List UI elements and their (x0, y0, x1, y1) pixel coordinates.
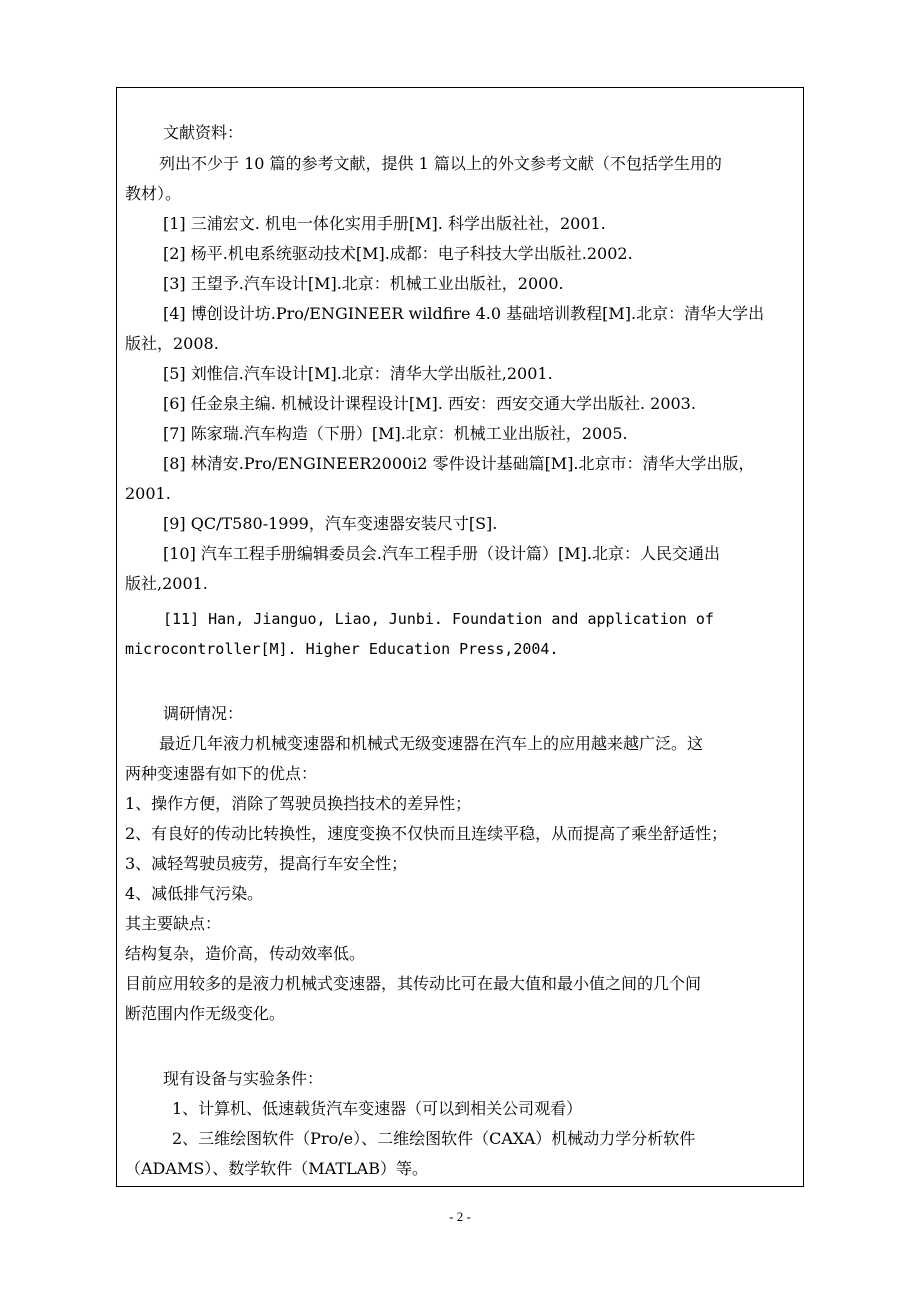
equipment-item: 1、计算机、低速载货汽车变速器（可以到相关公司观看） (172, 1099, 583, 1118)
research-heading: 调研情况： (163, 704, 244, 723)
form-table-cell (116, 87, 804, 1187)
references-intro: 列出不少于 10 篇的参考文献，提供 1 篇以上的外文参考文献（不包括学生用的 (159, 154, 722, 173)
reference-item: [10] 汽车工程手册编辑委员会.汽车工程手册（设计篇）[M].北京：人民交通出 (163, 544, 720, 563)
references-heading: 文献资料： (163, 123, 244, 142)
reference-item: [11] Han, Jianguo, Liao, Junbi. Foundation and application of (163, 610, 714, 628)
research-paragraph: 目前应用较多的是液力机械式变速器，其传动比可在最大值和最小值之间的几个间 (125, 974, 702, 993)
advantage-item: 2、有良好的传动比转换性，速度变换不仅快而且连续平稳，从而提高了乘坐舒适性； (125, 824, 728, 843)
reference-item-cont: 版社,2001. (125, 574, 208, 593)
reference-item: [4] 博创设计坊.Pro/ENGINEER wildfire 4.0 基础培训教程[M].北京：清华大学出 (163, 304, 765, 323)
equipment-heading: 现有设备与实验条件： (163, 1069, 324, 1088)
reference-item: [2] 杨平.机电系统驱动技术[M].成都：电子科技大学出版社.2002. (163, 244, 633, 263)
reference-item: [7] 陈家瑞.汽车构造（下册）[M].北京：机械工业出版社，2005. (163, 424, 628, 443)
page-number: - 2 - (449, 1209, 471, 1224)
research-paragraph-cont: 两种变速器有如下的优点： (125, 764, 318, 783)
reference-item: [6] 任金泉主编. 机械设计课程设计[M]. 西安：西安交通大学出版社. 2003. (163, 394, 696, 413)
advantage-item: 4、减低排气污染。 (125, 884, 264, 903)
reference-item: [8] 林清安.Pro/ENGINEER2000i2 零件设计基础篇[M].北京市：清华大学出版， (163, 454, 755, 473)
reference-item: [1] 三浦宏文. 机电一体化实用手册[M]. 科学出版社社，2001. (163, 214, 606, 233)
research-paragraph-cont: 断范围内作无级变化。 (125, 1004, 286, 1023)
reference-item-cont: 版社，2008. (125, 334, 219, 353)
references-intro-cont: 教材）。 (125, 184, 182, 203)
advantage-item: 3、减轻驾驶员疲劳，提高行车安全性； (125, 854, 408, 873)
equipment-item: 2、三维绘图软件（Pro/e）、二维绘图软件（CAXA）机械动力学分析软件 (172, 1129, 696, 1148)
equipment-item-cont: （ADAMS）、数学软件（MATLAB）等。 (125, 1159, 428, 1178)
reference-item: [3] 王望予.汽车设计[M].北京：机械工业出版社，2000. (163, 274, 564, 293)
disadvantage-text: 结构复杂，造价高，传动效率低。 (125, 944, 366, 963)
reference-item-cont: microcontroller[M]. Higher Education Press,2004. (125, 640, 559, 658)
reference-item-cont: 2001. (125, 484, 171, 503)
reference-item: [9] QC/T580-1999，汽车变速器安装尺寸[S]. (163, 514, 498, 533)
advantage-item: 1、操作方便，消除了驾驶员换挡技术的差异性； (125, 794, 472, 813)
research-paragraph: 最近几年液力机械变速器和机械式无级变速器在汽车上的应用越来越广泛。这 (159, 734, 704, 753)
reference-item: [5] 刘惟信.汽车设计[M].北京：清华大学出版社,2001. (163, 364, 553, 383)
disadvantage-heading: 其主要缺点： (125, 914, 222, 933)
